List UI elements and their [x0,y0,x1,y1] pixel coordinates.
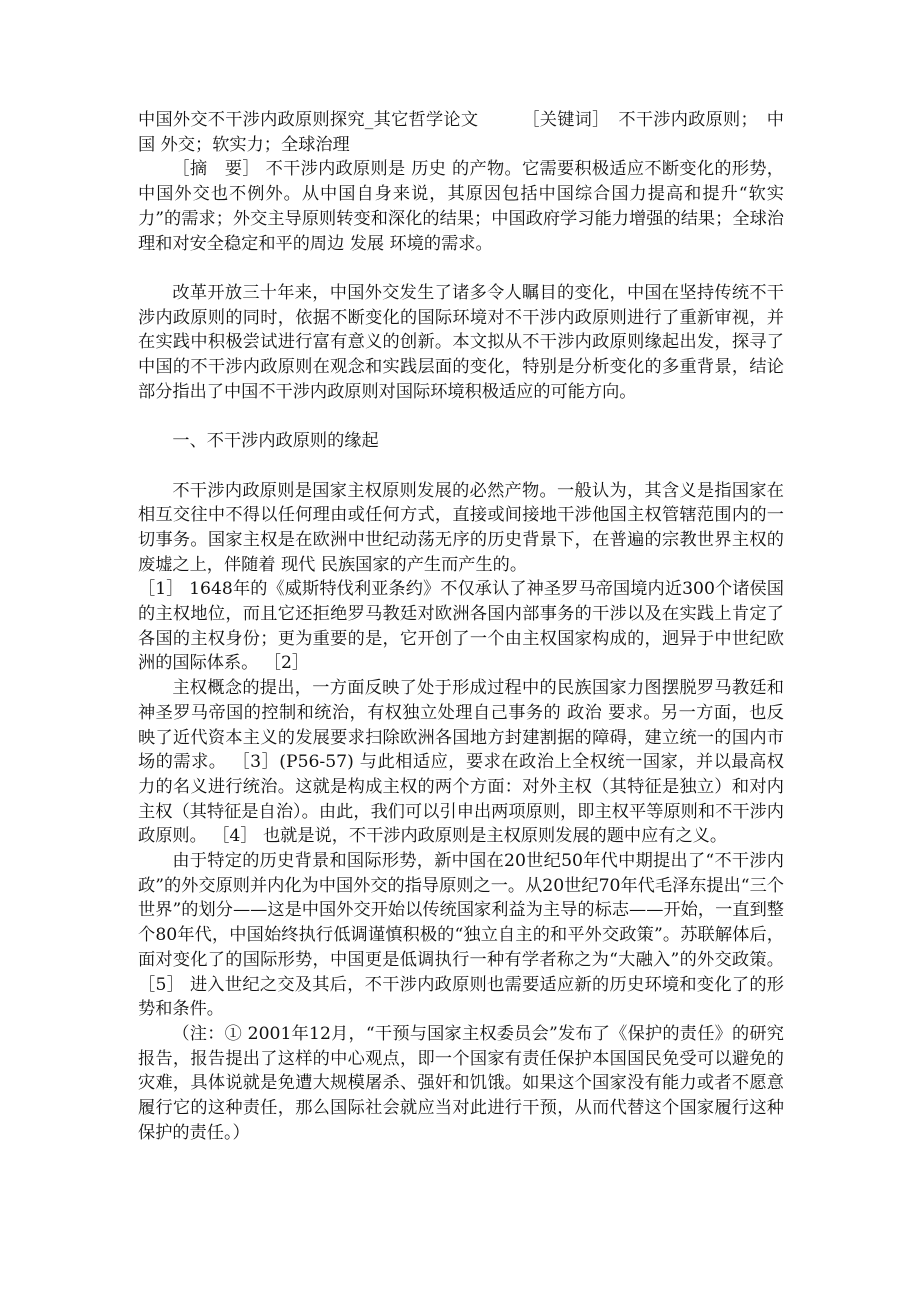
document-title: 中国外交不干涉内政原则探究_其它哲学论文 [138,110,479,130]
spacer [138,256,784,281]
spacer [138,454,784,479]
abstract-label: ［摘 要］ [172,159,260,180]
abstract-paragraph [138,157,784,256]
note-paragraph: （注：① 2001年12月，“干预与国家主权委员会”发布了《保护的责任》的研究报告，报告提出了这样的中心观点，即一个国家有责任保护本国国民免受可以避免的灾难，具体说就是免遭大规模屠杀、强奸和饥饿。如果这个国家没有能力或者不愿意履行它的这种责任，那么国际社会就应当对此进行干预，从而代替这个国家履行这种保护的责任。） [138,1023,784,1143]
spacer [138,404,784,429]
keywords-label: ［关键词］ [522,110,601,130]
title-keywords-line [138,108,784,157]
body-paragraph-continued: ［1］ 1648年的《威斯特伐利亚条约》不仅承认了神圣罗马帝国境内近300个诸侯国的主权地位，而且它还拒绝罗马教廷对欧洲各国内部事务的干涉以及在实践上肯定了各国的主权身份；更为重要的是，它开创了一个由主权国家构成的，迥异于中世纪欧洲的国际体系。 ［2］ [138,579,784,674]
document-body [138,108,784,1145]
abstract-text: 不干涉内政原则是 历史 的产物。它需要积极适应不断变化的形势，中国外交也不例外。从中国自身来说，其原因包括中国综合国力提高和提升“软实力”的需求；外交主导原则转变和深化的结果；中国政府学习能力增强的结果；全球治理和对安全稳定和平的周边 发展 环境的需求。 [138,159,784,254]
body-paragraph: 由于特定的历史背景和国际形势，新中国在20世纪50年代中期提出了“不干涉内政”的外交原则并内化为中国外交的指导原则之一。从20世纪70年代毛泽东提出“三个世界”的划分——这是中国外交开始以传统国家利益为主导的标志——开始，一直到整个80年代，中国始终执行低调谨慎积极的“独立自主的和平外交政策”。苏联解体后，面对变化了的国际形势，中国更是低调执行一种有学者称之为“大融入”的外交政策。 ［5］ 进入世纪之交及其后，不干涉内政原则也需要适应新的历史环境和变化了的形势和条件。 [138,851,784,1020]
section-heading: 一、不干涉内政原则的缘起 [172,431,379,452]
body-paragraph: 不干涉内政原则是国家主权原则发展的必然产物。一般认为，其含义是指国家在相互交往中不得以任何理由或任何方式，直接或间接地干涉他国主权管辖范围内的一切事务。国家主权是在欧洲中世纪动荡无序的历史背景下，在普遍的宗教世界主权的废墟之上，伴随着 现代 民族国家的产生而产生的。 [138,480,784,575]
body-paragraph: 主权概念的提出，一方面反映了处于形成过程中的民族国家力图摆脱罗马教廷和神圣罗马帝国的控制和统治，有权独立处理自己事务的 政治 要求。另一方面，也反映了近代资本主义的发展要求扫除欧洲各国地方封建割据的障碍，建立统一的国内市场的需求。 ［3］(P56-57) 与此相适应，要求在政治上全权统一国家，并以最高权力的名义进行统治。这就是构成主权的两个方面：对外主权（其特征是独立）和对内主权（其特征是自治）。由此，我们可以引申出两项原则，即主权平等原则和不干涉内政原则。 ［4］ 也就是说，不干涉内政原则是主权原则发展的题中应有之义。 [138,678,784,847]
keywords: 不干涉内政原则； 中国 外交；软实力；全球治理 [138,110,784,155]
intro-paragraph: 改革开放三十年来，中国外交发生了诸多令人瞩目的变化，中国在坚持传统不干涉内政原则的同时，依据不断变化的国际环境对不干涉内政原则进行了重新审视，并在实践中积极尝试进行富有意义的创新。本文拟从不干涉内政原则缘起出发，探寻了中国的不干涉内政原则在观念和实践层面的变化，特别是分析变化的多重背景，结论部分指出了中国不干涉内政原则对国际环境积极适应的可能方向。 [138,282,784,402]
